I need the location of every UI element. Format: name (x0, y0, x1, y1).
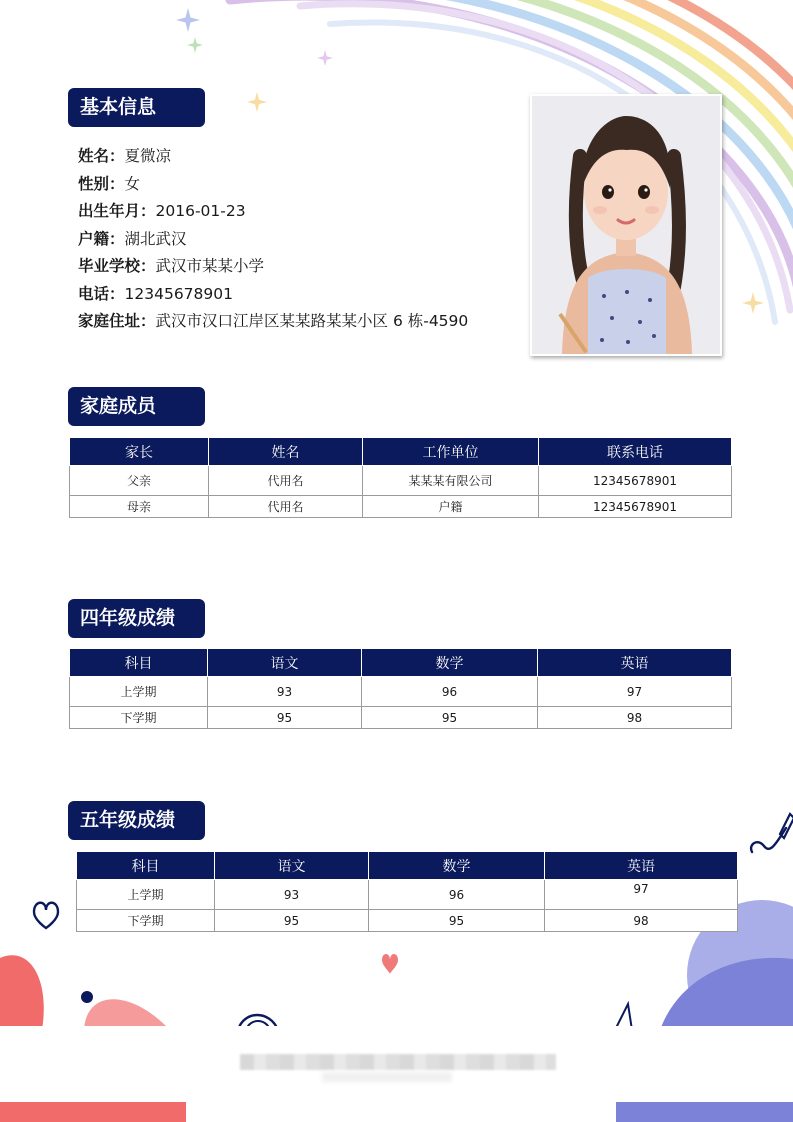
table-cell: 上学期 (77, 880, 215, 910)
table-row (70, 466, 732, 496)
table-row (77, 880, 738, 910)
table-cell: 96 (369, 880, 545, 910)
column-header: 数学 (362, 649, 538, 677)
table-cell: 户籍 (363, 496, 539, 518)
section-title-basic-info: 基本信息 (68, 88, 205, 127)
table-cell: 代用名 (209, 496, 363, 518)
table-header-row (70, 438, 732, 466)
column-header: 语文 (208, 649, 362, 677)
table-cell: 下学期 (77, 910, 215, 932)
star-icon (247, 92, 267, 112)
info-row-phone: 电话：12345678901 (78, 284, 233, 303)
section-title-grade5: 五年级成绩 (68, 801, 205, 840)
table-cell: 98 (538, 707, 732, 729)
table-row (70, 707, 732, 729)
table-row (77, 910, 738, 932)
table-cell: 上学期 (70, 677, 208, 707)
grade4-table (69, 648, 732, 729)
section-title-family: 家庭成员 (68, 387, 205, 426)
table-cell: 下学期 (70, 707, 208, 729)
info-row-birth: 出生年月：2016-01-23 (78, 202, 246, 220)
table-cell: 12345678901 (539, 466, 732, 496)
info-row-name: 姓名：夏微凉 (78, 147, 172, 165)
table-cell: 父亲 (70, 466, 209, 496)
column-header: 家长 (70, 438, 209, 466)
table-row (70, 677, 732, 707)
column-header: 姓名 (209, 438, 363, 466)
star-icon (176, 8, 200, 32)
table-cell: 95 (208, 707, 362, 729)
blurred-footer-text (240, 1054, 556, 1070)
column-header: 英语 (538, 649, 732, 677)
table-cell: 某某某有限公司 (363, 466, 539, 496)
pen-doodle-icon (746, 808, 793, 858)
table-cell: 95 (215, 910, 369, 932)
grade5-table (76, 851, 738, 932)
table-cell: 93 (215, 880, 369, 910)
family-table (69, 437, 732, 518)
column-header: 联系电话 (539, 438, 732, 466)
column-header: 语文 (215, 852, 369, 880)
column-header: 科目 (77, 852, 215, 880)
column-header: 科目 (70, 649, 208, 677)
table-cell: 93 (208, 677, 362, 707)
table-row (70, 496, 732, 518)
table-cell: 代用名 (209, 466, 363, 496)
table-cell: 95 (362, 707, 538, 729)
table-header-row (70, 649, 732, 677)
table-header-row (77, 852, 738, 880)
info-row-school: 毕业学校：武汉市某某小学 (78, 257, 265, 275)
basic-info-list (78, 143, 468, 336)
info-row-gender: 性别：女 (78, 174, 141, 193)
column-header: 数学 (369, 852, 545, 880)
star-icon (187, 37, 203, 53)
star-icon (317, 50, 333, 66)
table-cell: 95 (369, 910, 545, 932)
section-title-grade4: 四年级成绩 (68, 599, 205, 638)
star-icon (742, 292, 764, 314)
table-cell: 97 (545, 880, 738, 910)
table-cell: 母亲 (70, 496, 209, 518)
column-header: 工作单位 (363, 438, 539, 466)
table-cell: 97 (538, 677, 732, 707)
table-cell: 96 (362, 677, 538, 707)
table-cell: 98 (545, 910, 738, 932)
column-header: 英语 (545, 852, 738, 880)
info-row-address: 家庭住址：武汉市汉口江岸区某某路某某小区 6 栋-4590 (78, 312, 469, 330)
child-portrait-image (532, 96, 720, 354)
blurred-footer-text (322, 1072, 452, 1082)
table-cell: 12345678901 (539, 496, 732, 518)
student-photo (530, 94, 722, 356)
info-row-hukou: 户籍：湖北武汉 (78, 229, 187, 248)
